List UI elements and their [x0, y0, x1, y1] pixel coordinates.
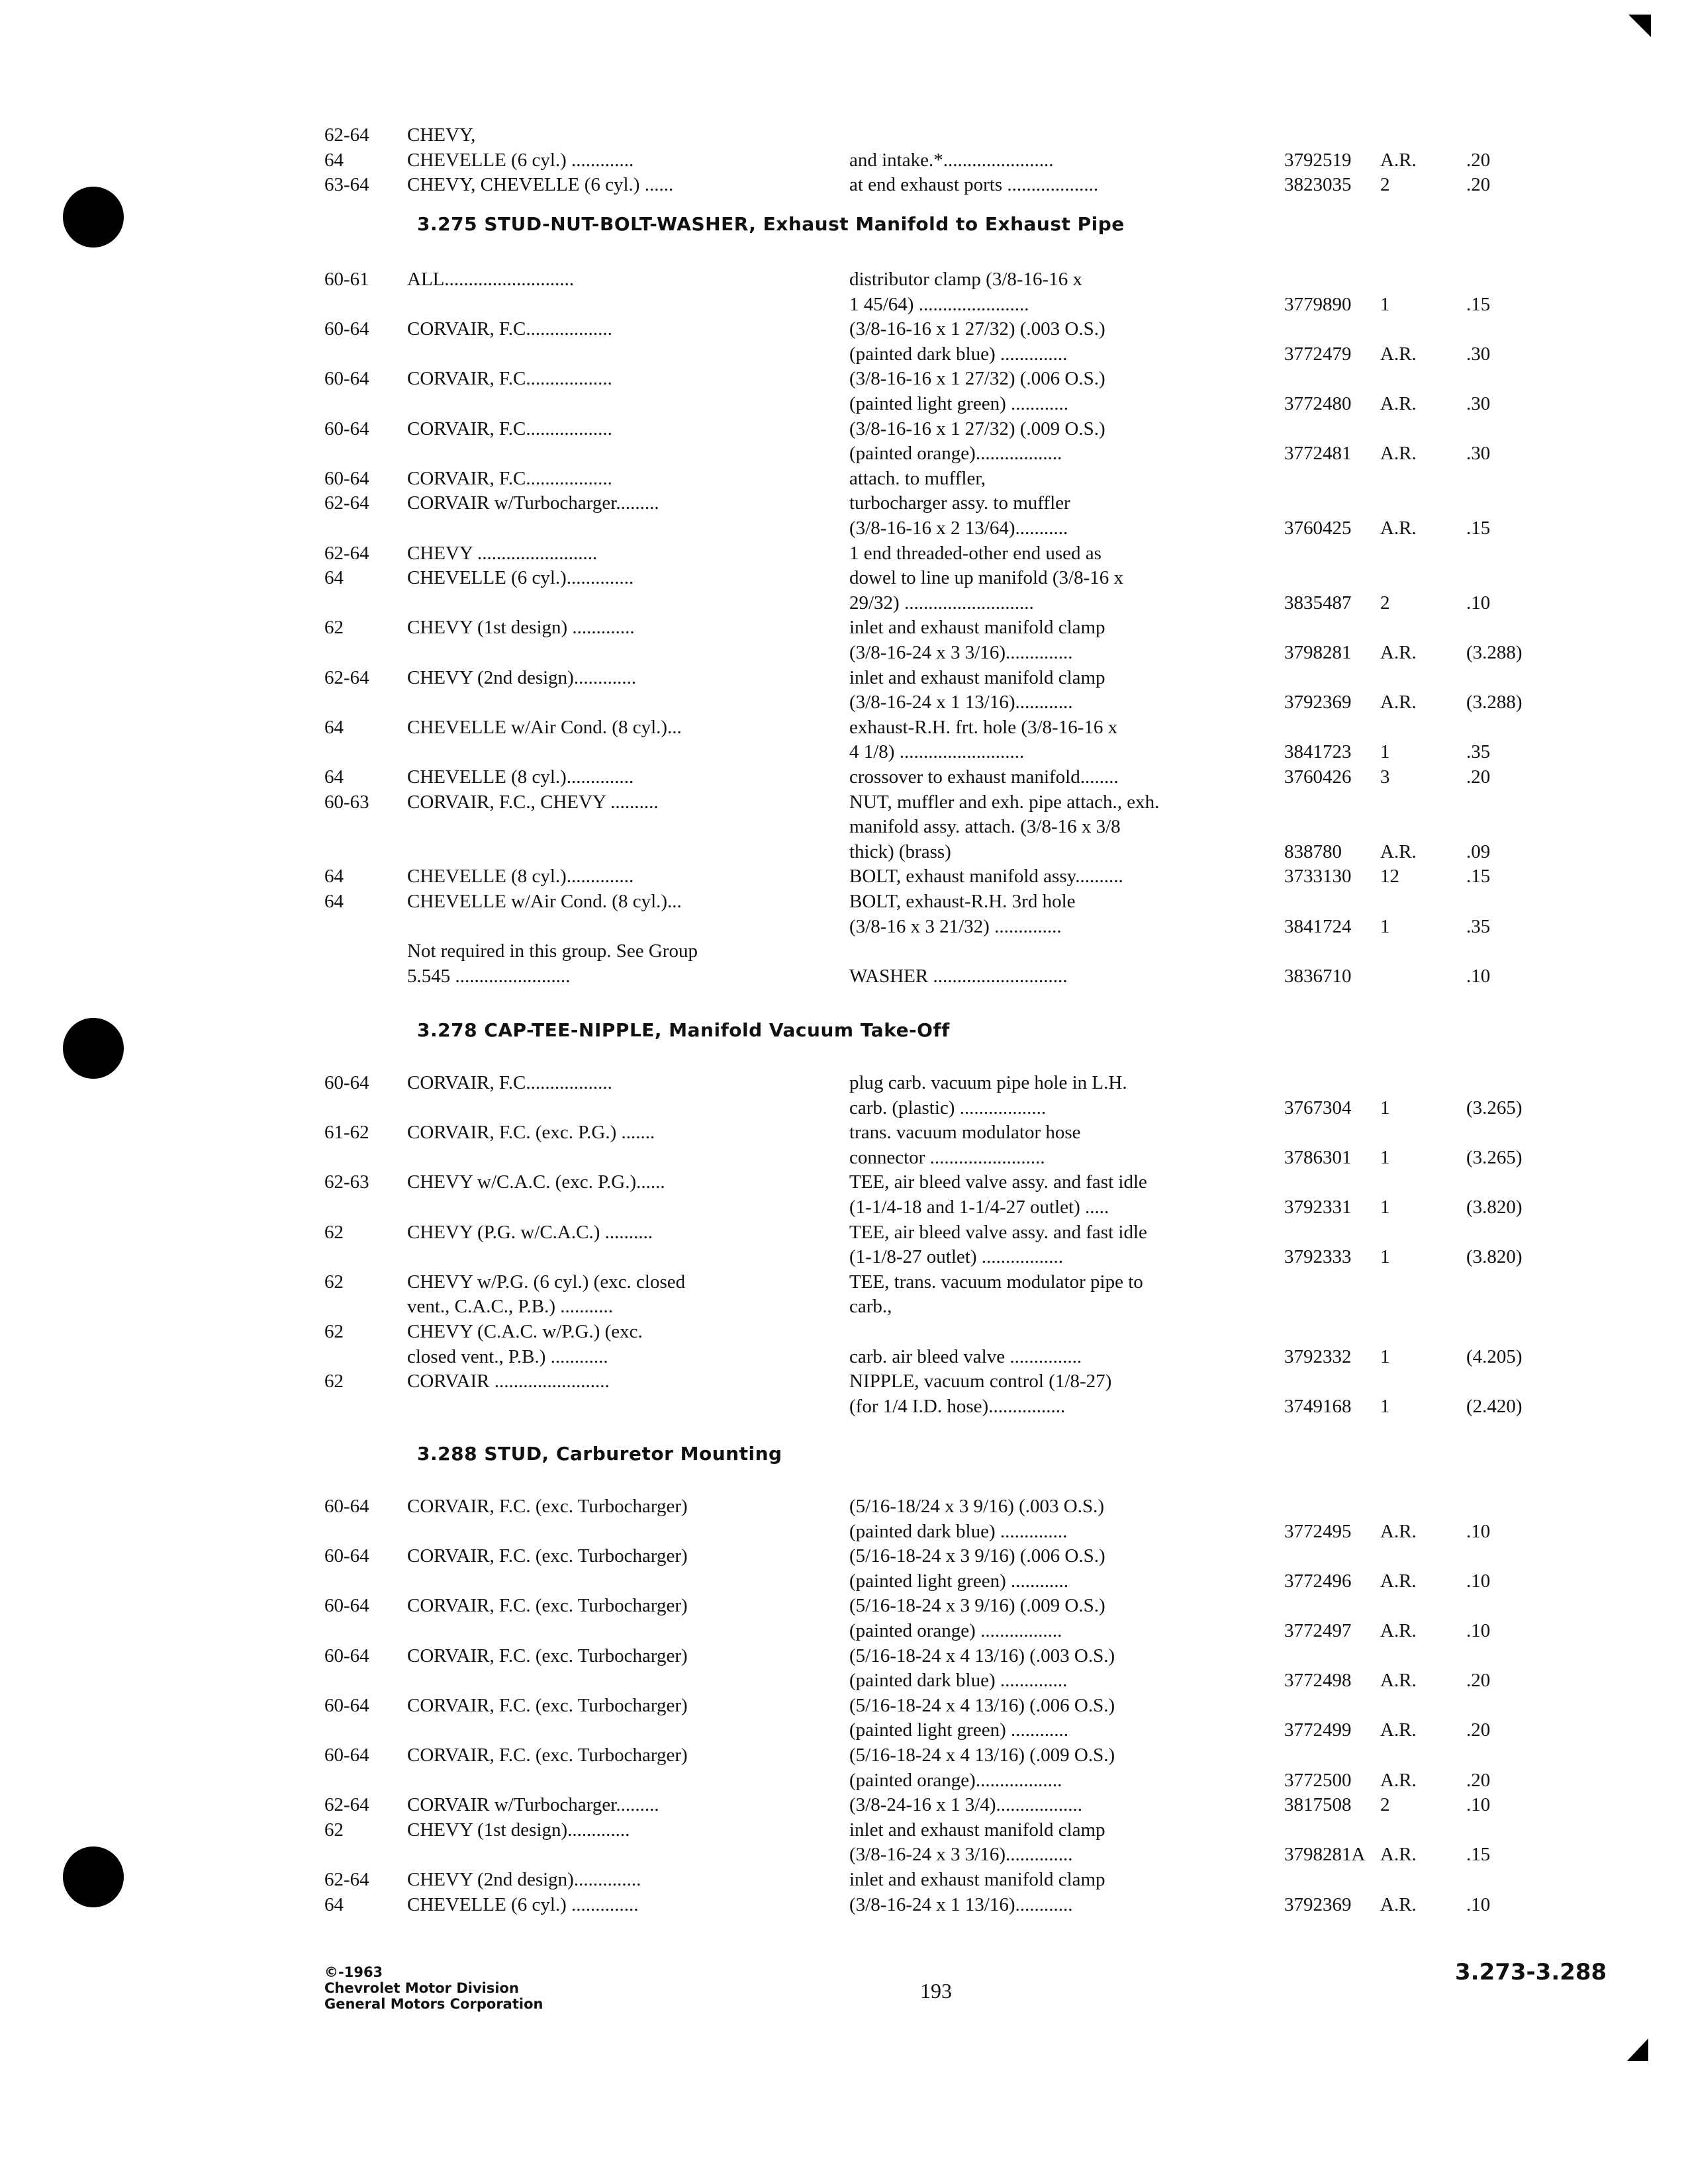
- description-cell: distributor clamp (3/8-16-16 x: [849, 269, 1082, 290]
- quantity-cell: 1: [1380, 1395, 1390, 1417]
- year-cell: 60-63: [324, 791, 369, 813]
- description-cell: (3/8-16-16 x 1 27/32) (.006 O.S.): [849, 368, 1105, 390]
- model-cell: CHEVELLE (6 cyl.) ..............: [407, 1893, 639, 1915]
- model-cell: 5.545 ........................: [407, 965, 571, 987]
- part-number-cell: 3760425: [1284, 518, 1352, 539]
- quantity-cell: 1: [1380, 1197, 1390, 1218]
- quantity-cell: 1: [1380, 1345, 1390, 1367]
- year-cell: 60-64: [324, 1595, 369, 1617]
- footer-publisher: [324, 1964, 543, 2012]
- part-number-cell: 3792333: [1284, 1246, 1352, 1268]
- price-cell: .35: [1466, 741, 1491, 763]
- price-cell: .20: [1466, 149, 1491, 171]
- quantity-cell: 2: [1380, 1794, 1390, 1816]
- description-cell: manifold assy. attach. (3/8-16 x 3/8: [849, 816, 1121, 838]
- description-cell: 29/32) ...........................: [849, 592, 1034, 614]
- part-number-cell: 3772499: [1284, 1719, 1352, 1741]
- price-cell: (3.820): [1466, 1246, 1523, 1268]
- year-cell: 60-64: [324, 1745, 369, 1766]
- description-cell: (3/8-16-24 x 3 3/16)..............: [849, 1844, 1073, 1866]
- part-number-cell: 838780: [1284, 841, 1342, 862]
- part-number-cell: 3772481: [1284, 443, 1352, 465]
- price-cell: (3.820): [1466, 1197, 1523, 1218]
- quantity-cell: A.R.: [1380, 1844, 1417, 1866]
- description-cell: BOLT, exhaust manifold assy..........: [849, 866, 1123, 887]
- year-cell: 64: [324, 1893, 344, 1915]
- model-cell: CHEVY .........................: [407, 542, 598, 564]
- model-cell: CORVAIR, F.C. (exc. Turbocharger): [407, 1496, 688, 1517]
- description-cell: (3/8-16-24 x 1 13/16)............: [849, 1893, 1073, 1915]
- year-cell: 62: [324, 1371, 344, 1392]
- part-number-cell: 3792332: [1284, 1345, 1352, 1367]
- quantity-cell: A.R.: [1380, 1670, 1417, 1692]
- year-cell: 62: [324, 1321, 344, 1342]
- description-cell: (painted light green) ............: [849, 1719, 1068, 1741]
- description-cell: inlet and exhaust manifold clamp: [849, 666, 1105, 688]
- year-cell: 60-64: [324, 368, 369, 390]
- model-cell: CHEVY w/C.A.C. (exc. P.G.)......: [407, 1171, 665, 1193]
- model-cell: CORVAIR, F.C. (exc. Turbocharger): [407, 1545, 688, 1567]
- price-cell: .20: [1466, 1719, 1491, 1741]
- description-cell: thick) (brass): [849, 841, 951, 862]
- description-cell: (5/16-18/24 x 3 9/16) (.003 O.S.): [849, 1496, 1105, 1517]
- price-cell: .20: [1466, 766, 1491, 788]
- model-cell: closed vent., P.B.) ............: [407, 1345, 608, 1367]
- description-cell: (3/8-16 x 3 21/32) ..............: [849, 915, 1062, 937]
- binder-hole-top: [63, 187, 124, 248]
- description-cell: (painted light green) ............: [849, 1570, 1068, 1592]
- year-cell: 62: [324, 617, 344, 639]
- model-cell: CHEVY (P.G. w/C.A.C.) ..........: [407, 1221, 653, 1243]
- year-cell: 61-62: [324, 1122, 369, 1144]
- year-cell: 60-64: [324, 418, 369, 439]
- description-cell: turbocharger assy. to muffler: [849, 492, 1070, 514]
- description-cell: 1 45/64) .......................: [849, 293, 1029, 315]
- description-cell: (painted dark blue) ..............: [849, 1520, 1068, 1542]
- description-cell: (3/8-16-16 x 1 27/32) (.009 O.S.): [849, 418, 1105, 439]
- description-cell: plug carb. vacuum pipe hole in L.H.: [849, 1072, 1127, 1093]
- quantity-cell: A.R.: [1380, 149, 1417, 171]
- quantity-cell: A.R.: [1380, 841, 1417, 862]
- description-cell: NIPPLE, vacuum control (1/8-27): [849, 1371, 1112, 1392]
- quantity-cell: 3: [1380, 766, 1390, 788]
- part-number-cell: 3835487: [1284, 592, 1352, 614]
- price-cell: .15: [1466, 866, 1491, 887]
- year-cell: 62-64: [324, 124, 369, 146]
- description-cell: (1-1/8-27 outlet) .................: [849, 1246, 1063, 1268]
- quantity-cell: A.R.: [1380, 1620, 1417, 1641]
- model-cell: CORVAIR, F.C. (exc. Turbocharger): [407, 1595, 688, 1617]
- quantity-cell: A.R.: [1380, 443, 1417, 465]
- quantity-cell: 12: [1380, 866, 1399, 887]
- year-cell: 64: [324, 766, 344, 788]
- footer-copyright: ©-1963: [324, 1964, 383, 1980]
- description-cell: connector ........................: [849, 1146, 1045, 1168]
- price-cell: (3.288): [1466, 692, 1523, 713]
- year-cell: 64: [324, 866, 344, 887]
- section-heading: 3.278 CAP-TEE-NIPPLE, Manifold Vacuum Take-Off: [417, 1019, 950, 1041]
- model-cell: vent., C.A.C., P.B.) ...........: [407, 1296, 613, 1318]
- model-cell: CHEVY,: [407, 124, 476, 146]
- model-cell: CHEVY (C.A.C. w/P.G.) (exc.: [407, 1321, 643, 1342]
- year-cell: 60-61: [324, 269, 369, 290]
- model-cell: CORVAIR, F.C..................: [407, 1072, 612, 1093]
- description-cell: TEE, air bleed valve assy. and fast idle: [849, 1221, 1147, 1243]
- year-cell: 64: [324, 716, 344, 738]
- model-cell: CORVAIR, F.C..................: [407, 368, 612, 390]
- description-cell: (1-1/4-18 and 1-1/4-27 outlet) .....: [849, 1197, 1109, 1218]
- description-cell: NUT, muffler and exh. pipe attach., exh.: [849, 791, 1160, 813]
- price-cell: .30: [1466, 343, 1491, 365]
- price-cell: .20: [1466, 1769, 1491, 1791]
- price-cell: .10: [1466, 1794, 1491, 1816]
- year-cell: 60-64: [324, 1496, 369, 1517]
- part-number-cell: 3841723: [1284, 741, 1352, 763]
- description-cell: (3/8-16-16 x 1 27/32) (.003 O.S.): [849, 318, 1105, 340]
- price-cell: .15: [1466, 518, 1491, 539]
- price-cell: .09: [1466, 841, 1491, 862]
- model-cell: CHEVY (2nd design)..............: [407, 1869, 641, 1890]
- description-cell: 4 1/8) ..........................: [849, 741, 1025, 763]
- model-cell: CHEVELLE (8 cyl.)..............: [407, 866, 634, 887]
- description-cell: (5/16-18-24 x 3 9/16) (.009 O.S.): [849, 1595, 1105, 1617]
- year-cell: 62-64: [324, 492, 369, 514]
- year-cell: 64: [324, 567, 344, 589]
- page-number: 193: [920, 1979, 952, 2003]
- section-heading: 3.275 STUD-NUT-BOLT-WASHER, Exhaust Manifold to Exhaust Pipe: [417, 213, 1125, 235]
- description-cell: (3/8-16-16 x 2 13/64)...........: [849, 518, 1068, 539]
- binder-hole-bottom: [63, 1846, 124, 1907]
- part-number-cell: 3772495: [1284, 1520, 1352, 1542]
- description-cell: carb.,: [849, 1296, 892, 1318]
- description-cell: crossover to exhaust manifold........: [849, 766, 1119, 788]
- price-cell: (2.420): [1466, 1395, 1523, 1417]
- description-cell: (3/8-16-24 x 1 13/16)............: [849, 692, 1073, 713]
- description-cell: (3/8-16-24 x 3 3/16)..............: [849, 642, 1073, 663]
- price-cell: .30: [1466, 393, 1491, 414]
- model-cell: Not required in this group. See Group: [407, 940, 698, 962]
- description-cell: TEE, air bleed valve assy. and fast idle: [849, 1171, 1147, 1193]
- description-cell: (painted dark blue) ..............: [849, 343, 1068, 365]
- part-number-cell: 3786301: [1284, 1146, 1352, 1168]
- footer-division: Chevrolet Motor Division: [324, 1980, 519, 1996]
- description-cell: and intake.*.......................: [849, 149, 1054, 171]
- model-cell: CHEVY (1st design) .............: [407, 617, 635, 639]
- description-cell: exhaust-R.H. frt. hole (3/8-16-16 x: [849, 716, 1118, 738]
- quantity-cell: A.R.: [1380, 1769, 1417, 1791]
- part-number-cell: 3772500: [1284, 1769, 1352, 1791]
- quantity-cell: A.R.: [1380, 1719, 1417, 1741]
- description-cell: (3/8-24-16 x 1 3/4)..................: [849, 1794, 1082, 1816]
- price-cell: .10: [1466, 1893, 1491, 1915]
- model-cell: CHEVY, CHEVELLE (6 cyl.) ......: [407, 174, 674, 196]
- price-cell: .30: [1466, 443, 1491, 465]
- part-number-cell: 3823035: [1284, 174, 1352, 196]
- model-cell: CHEVELLE w/Air Cond. (8 cyl.)...: [407, 891, 682, 912]
- part-number-cell: 3772479: [1284, 343, 1352, 365]
- quantity-cell: 1: [1380, 293, 1390, 315]
- year-cell: 60-64: [324, 1645, 369, 1666]
- model-cell: CORVAIR, F.C. (exc. Turbocharger): [407, 1645, 688, 1666]
- year-cell: 62: [324, 1271, 344, 1293]
- quantity-cell: 1: [1380, 1146, 1390, 1168]
- description-cell: (painted orange)..................: [849, 1769, 1062, 1791]
- binder-hole-middle: [63, 1018, 124, 1079]
- price-cell: .35: [1466, 915, 1491, 937]
- description-cell: carb. air bleed valve ...............: [849, 1345, 1082, 1367]
- year-cell: 63-64: [324, 174, 369, 196]
- quantity-cell: 1: [1380, 1246, 1390, 1268]
- part-number-cell: 3798281A: [1284, 1844, 1366, 1866]
- part-number-cell: 3792331: [1284, 1197, 1352, 1218]
- quantity-cell: A.R.: [1380, 343, 1417, 365]
- year-cell: 60-64: [324, 467, 369, 489]
- year-cell: 60-64: [324, 1072, 369, 1093]
- model-cell: CHEVY (1st design).............: [407, 1819, 630, 1841]
- description-cell: (5/16-18-24 x 4 13/16) (.006 O.S.): [849, 1694, 1115, 1716]
- model-cell: CHEVELLE (8 cyl.)..............: [407, 766, 634, 788]
- part-number-cell: 3760426: [1284, 766, 1352, 788]
- quantity-cell: 2: [1380, 174, 1390, 196]
- footer-corporation: General Motors Corporation: [324, 1996, 543, 2012]
- quantity-cell: 1: [1380, 741, 1390, 763]
- model-cell: CORVAIR, F.C..................: [407, 318, 612, 340]
- part-number-cell: 3836710: [1284, 965, 1352, 987]
- quantity-cell: A.R.: [1380, 1570, 1417, 1592]
- model-cell: CORVAIR w/Turbocharger.........: [407, 492, 659, 514]
- quantity-cell: A.R.: [1380, 518, 1417, 539]
- year-cell: 62-64: [324, 1794, 369, 1816]
- model-cell: CHEVY (2nd design).............: [407, 666, 637, 688]
- section-range: 3.273-3.288: [1455, 1959, 1607, 1985]
- description-cell: (5/16-18-24 x 4 13/16) (.009 O.S.): [849, 1745, 1115, 1766]
- price-cell: .15: [1466, 293, 1491, 315]
- quantity-cell: 1: [1380, 1097, 1390, 1118]
- model-cell: CORVAIR, F.C. (exc. P.G.) .......: [407, 1122, 655, 1144]
- price-cell: .10: [1466, 592, 1491, 614]
- year-cell: 64: [324, 891, 344, 912]
- part-number-cell: 3767304: [1284, 1097, 1352, 1118]
- price-cell: .10: [1466, 1520, 1491, 1542]
- model-cell: CHEVELLE w/Air Cond. (8 cyl.)...: [407, 716, 682, 738]
- part-number-cell: 3772480: [1284, 393, 1352, 414]
- price-cell: (4.205): [1466, 1345, 1523, 1367]
- part-number-cell: 3817508: [1284, 1794, 1352, 1816]
- price-cell: .10: [1466, 1620, 1491, 1641]
- quantity-cell: A.R.: [1380, 393, 1417, 414]
- description-cell: (for 1/4 I.D. hose)................: [849, 1395, 1066, 1417]
- year-cell: 62: [324, 1819, 344, 1841]
- description-cell: at end exhaust ports ...................: [849, 174, 1099, 196]
- year-cell: 60-64: [324, 318, 369, 340]
- description-cell: (painted orange) .................: [849, 1620, 1062, 1641]
- description-cell: WASHER ............................: [849, 965, 1068, 987]
- year-cell: 64: [324, 149, 344, 171]
- model-cell: CHEVY w/P.G. (6 cyl.) (exc. closed: [407, 1271, 686, 1293]
- model-cell: CORVAIR ........................: [407, 1371, 610, 1392]
- model-cell: CORVAIR, F.C..................: [407, 418, 612, 439]
- year-cell: 62: [324, 1221, 344, 1243]
- quantity-cell: A.R.: [1380, 1893, 1417, 1915]
- year-cell: 62-64: [324, 542, 369, 564]
- description-cell: TEE, trans. vacuum modulator pipe to: [849, 1271, 1143, 1293]
- description-cell: trans. vacuum modulator hose: [849, 1122, 1081, 1144]
- model-cell: CHEVELLE (6 cyl.)..............: [407, 567, 634, 589]
- price-cell: .20: [1466, 174, 1491, 196]
- description-cell: dowel to line up manifold (3/8-16 x: [849, 567, 1123, 589]
- part-number-cell: 3792369: [1284, 692, 1352, 713]
- description-cell: inlet and exhaust manifold clamp: [849, 1869, 1105, 1890]
- price-cell: .20: [1466, 1670, 1491, 1692]
- description-cell: (painted orange)..................: [849, 443, 1062, 465]
- model-cell: CORVAIR, F.C. (exc. Turbocharger): [407, 1694, 688, 1716]
- description-cell: inlet and exhaust manifold clamp: [849, 617, 1105, 639]
- model-cell: CHEVELLE (6 cyl.) .............: [407, 149, 634, 171]
- quantity-cell: 2: [1380, 592, 1390, 614]
- price-cell: .10: [1466, 1570, 1491, 1592]
- part-number-cell: 3779890: [1284, 293, 1352, 315]
- description-cell: BOLT, exhaust-R.H. 3rd hole: [849, 891, 1076, 912]
- part-number-cell: 3772496: [1284, 1570, 1352, 1592]
- price-cell: (3.265): [1466, 1097, 1523, 1118]
- part-number-cell: 3772498: [1284, 1670, 1352, 1692]
- price-cell: .10: [1466, 965, 1491, 987]
- year-cell: 62-64: [324, 666, 369, 688]
- description-cell: (5/16-18-24 x 3 9/16) (.006 O.S.): [849, 1545, 1105, 1567]
- part-number-cell: 3749168: [1284, 1395, 1352, 1417]
- description-cell: (painted dark blue) ..............: [849, 1670, 1068, 1692]
- description-cell: (5/16-18-24 x 4 13/16) (.003 O.S.): [849, 1645, 1115, 1666]
- quantity-cell: 1: [1380, 915, 1390, 937]
- year-cell: 60-64: [324, 1694, 369, 1716]
- description-cell: (painted light green) ............: [849, 393, 1068, 414]
- part-number-cell: 3841724: [1284, 915, 1352, 937]
- part-number-cell: 3772497: [1284, 1620, 1352, 1641]
- part-number-cell: 3798281: [1284, 642, 1352, 663]
- quantity-cell: A.R.: [1380, 692, 1417, 713]
- model-cell: CORVAIR, F.C..................: [407, 467, 612, 489]
- section-heading: 3.288 STUD, Carburetor Mounting: [417, 1443, 782, 1465]
- year-cell: 62-64: [324, 1869, 369, 1890]
- quantity-cell: A.R.: [1380, 1520, 1417, 1542]
- price-cell: (3.265): [1466, 1146, 1523, 1168]
- year-cell: 60-64: [324, 1545, 369, 1567]
- description-cell: carb. (plastic) ..................: [849, 1097, 1047, 1118]
- part-number-cell: 3733130: [1284, 866, 1352, 887]
- model-cell: ALL...........................: [407, 269, 575, 290]
- part-number-cell: 3792519: [1284, 149, 1352, 171]
- model-cell: CORVAIR, F.C. (exc. Turbocharger): [407, 1745, 688, 1766]
- model-cell: CORVAIR, F.C., CHEVY ..........: [407, 791, 659, 813]
- price-cell: (3.288): [1466, 642, 1523, 663]
- corner-mark-top-right: [1628, 15, 1651, 37]
- year-cell: 62-63: [324, 1171, 369, 1193]
- quantity-cell: A.R.: [1380, 642, 1417, 663]
- corner-mark-bottom-right: [1627, 2038, 1648, 2061]
- model-cell: CORVAIR w/Turbocharger.........: [407, 1794, 659, 1816]
- description-cell: attach. to muffler,: [849, 467, 986, 489]
- part-number-cell: 3792369: [1284, 1893, 1352, 1915]
- description-cell: inlet and exhaust manifold clamp: [849, 1819, 1105, 1841]
- description-cell: 1 end threaded-other end used as: [849, 542, 1102, 564]
- price-cell: .15: [1466, 1844, 1491, 1866]
